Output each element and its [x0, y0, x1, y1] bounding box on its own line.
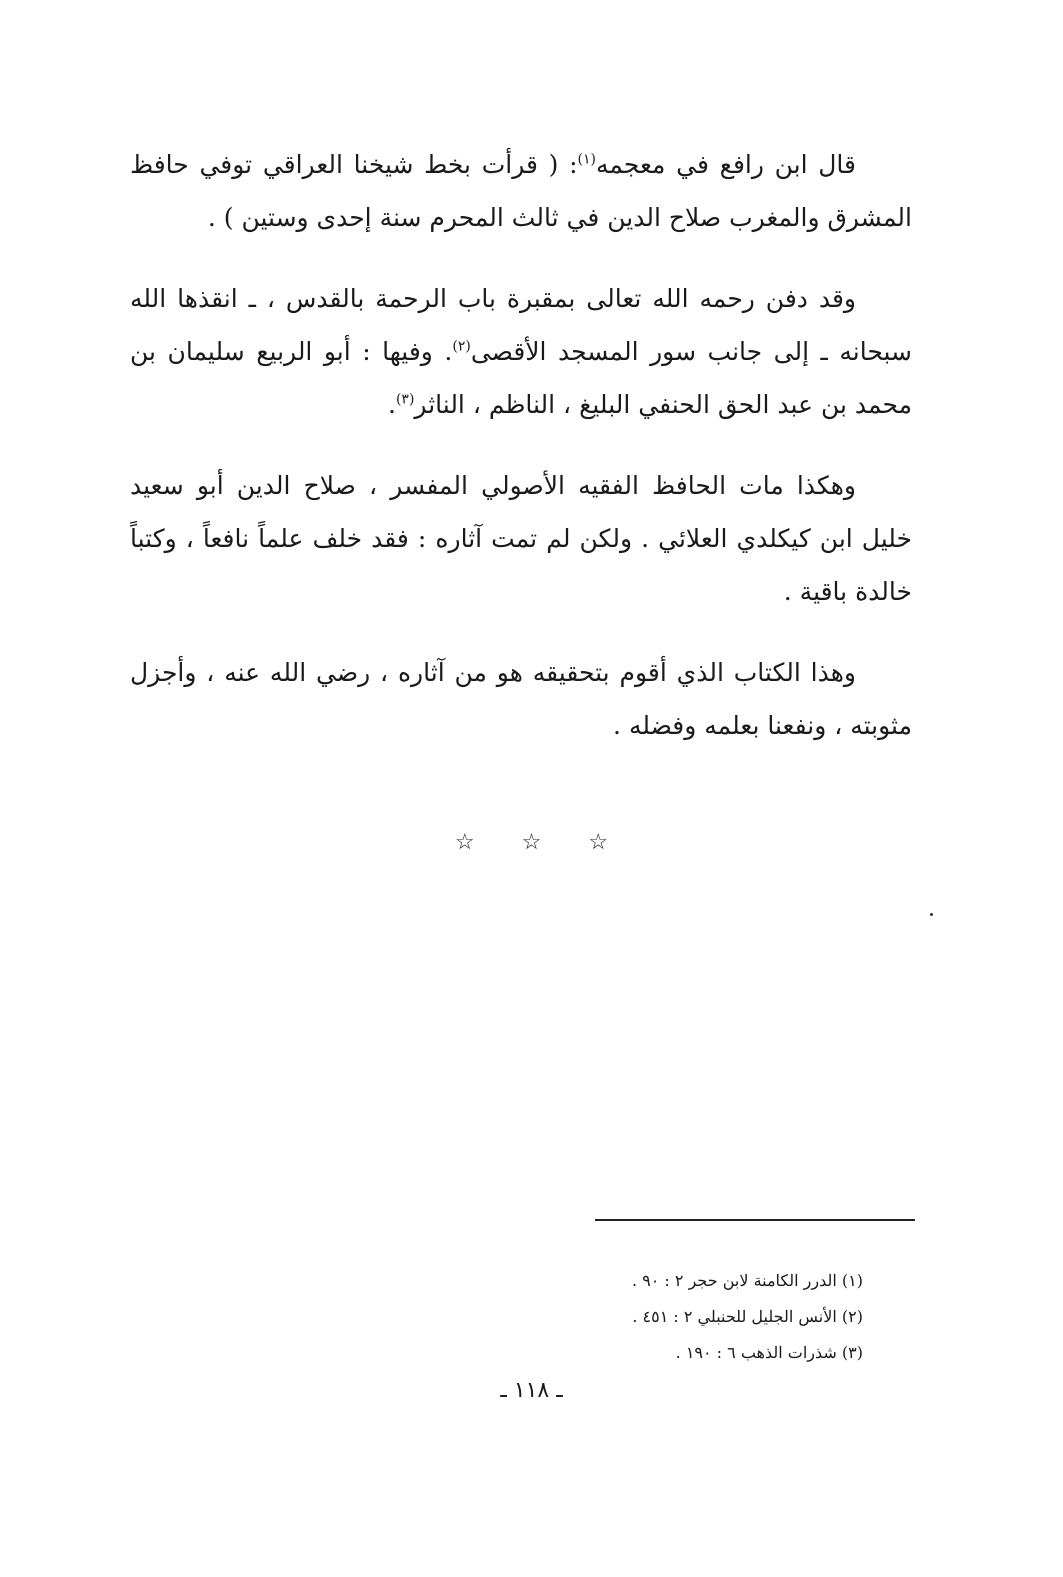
page-number: ـ ١١٨ ـ: [500, 1378, 563, 1403]
paragraph: [130, 272, 912, 431]
footnote: (٣) شذرات الذهب ٦ : ١٩٠ .: [675, 1343, 863, 1362]
paragraph-text: وقد دفن رحمه الله تعالى بمقبرة باب الرحمة بالقدس ، ـ انقذها الله سبحانه ـ إلى جانب سور المسجد الأقصى: [130, 284, 912, 366]
paragraph: [130, 138, 912, 244]
section-separator: [0, 830, 1063, 855]
footnote: (١) الدرر الكامنة لابن حجر ٢ : ٩٠ .: [631, 1271, 863, 1290]
paragraph-text: .: [387, 390, 396, 419]
star-icon: ☆: [454, 830, 475, 855]
paragraph-text: قال ابن رافع في معجمه: [596, 150, 856, 179]
paragraph-text: : ( قرأت بخط شيخنا العراقي توفي حافظ المشرق والمغرب صلاح الدين في ثالث المحرم سنة إحدى وستين ) .: [130, 150, 912, 232]
paragraph: [130, 459, 912, 618]
ink-speck: [930, 913, 933, 916]
footnote: (٢) الأنس الجليل للحنبلي ٢ : ٤٥١ .: [632, 1307, 863, 1326]
paragraph: [130, 646, 912, 752]
footnotes: [463, 1263, 863, 1371]
paragraph-text: . وفيها : أبو الربيع سليمان بن محمد بن عبد الحق الحنفي البليغ ، الناظم ، الناثر: [130, 337, 912, 419]
footnote-marker: (٢): [452, 338, 471, 355]
star-icon: ☆: [588, 830, 609, 855]
main-text: [130, 138, 912, 780]
paragraph-text: وهكذا مات الحافظ الفقيه الأصولي المفسر ، صلاح الدين أبو سعيد خليل ابن كيكلدي العلائي . ولكن لم تمت آثاره : فقد خلف علماً نافعاً ، وكتباً خالدة باقية .: [130, 471, 912, 606]
star-icon: ☆: [521, 830, 542, 855]
paragraph-text: وهذا الكتاب الذي أقوم بتحقيقه هو من آثاره ، رضي الله عنه ، وأجزل مثوبته ، ونفعنا بعلمه وفضله .: [130, 658, 912, 740]
footnote-rule: [595, 1219, 915, 1221]
footnote-marker: (١): [577, 151, 596, 168]
footnote-marker: (٣): [395, 391, 415, 408]
